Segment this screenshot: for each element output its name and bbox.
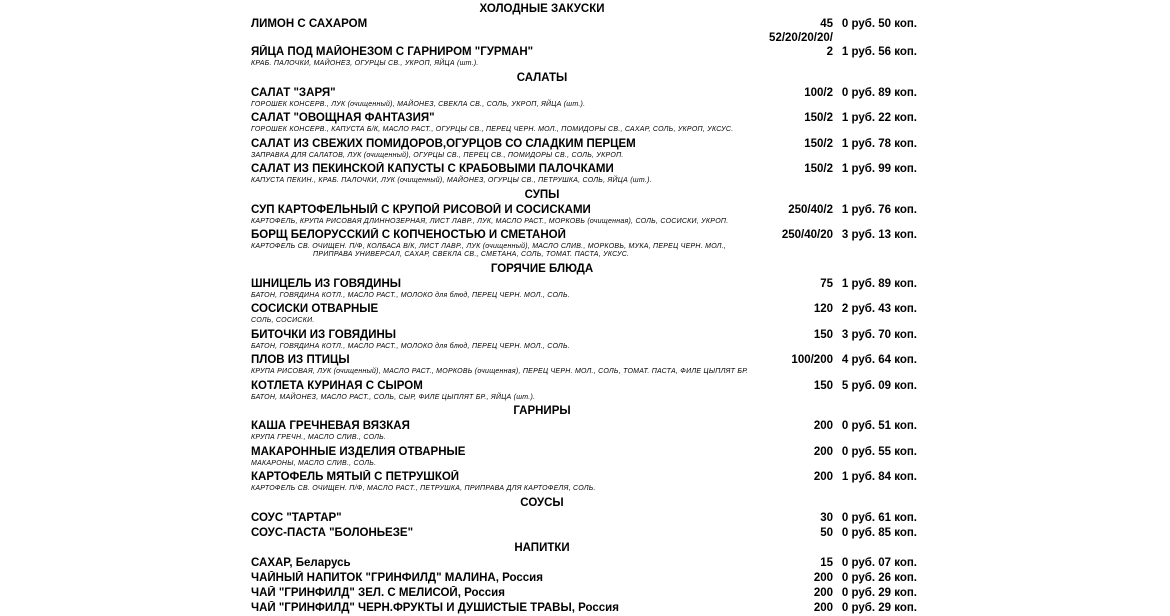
menu-item-row (251, 511, 917, 526)
item-portion: 150 (813, 379, 833, 392)
item-price: 2 руб. 43 коп. (841, 303, 917, 315)
item-portion: 100/200 (791, 354, 833, 366)
item-portion: 200 (813, 445, 833, 458)
section-title: ГАРНИРЫ (513, 405, 571, 417)
item-portion: 2 (826, 46, 833, 58)
section-title: САЛАТЫ (516, 71, 568, 84)
ingredients-line: ГОРОШЕК КОНСЕРВ., КАПУСТА Б/К, МАСЛО РАСТ., ОГУРЦЫ СВ., ПЕРЕЦ ЧЕРН. МОЛ., ПОМИДОРЫ СВ., САХАР, СОЛЬ, УКРОП, УКСУС. (251, 126, 734, 133)
item-ingredients (251, 292, 917, 300)
menu-item-row (251, 601, 917, 616)
item-ingredients (251, 434, 917, 442)
item-name: БОРЩ БЕЛОРУССКИЙ С КОПЧЕНОСТЬЮ И СМЕТАНОЙ (251, 229, 566, 241)
item-portion: 75 (820, 277, 833, 290)
menu-item-row (251, 526, 917, 541)
item-ingredients (251, 177, 917, 185)
ingredients-line: МАКАРОНЫ, МАСЛО СЛИВ., СОЛЬ. (251, 459, 377, 467)
section-title: СУПЫ (524, 188, 560, 201)
item-price: 5 руб. 09 коп. (841, 379, 917, 392)
menu-item-row (251, 86, 917, 101)
item-price: 1 руб. 89 коп. (841, 277, 917, 290)
item-portion: 30 (820, 511, 833, 524)
item-portion: 52/20/20/20/ (769, 32, 833, 44)
ingredients-line: КАПУСТА ПЕКИН., КРАБ. ПАЛОЧКИ, ЛУК (очищенный), МАЙОНЕЗ, ОГУРЦЫ СВ., ПЕТРУШКА, СОЛЬ, ЯЙЦА (шт.). (251, 177, 652, 184)
menu-item-row (251, 571, 917, 586)
item-price: 0 руб. 29 коп. (841, 586, 917, 599)
item-ingredients (251, 460, 917, 468)
item-name: МАКАРОННЫЕ ИЗДЕЛИЯ ОТВАРНЫЕ (251, 445, 466, 458)
item-price: 0 руб. 89 коп. (841, 86, 917, 99)
item-name: ЧАЙ "ГРИНФИЛД" ЧЕРН.ФРУКТЫ И ДУШИСТЫЕ ТРАВЫ, Россия (251, 601, 619, 614)
item-name: КАРТОФЕЛЬ МЯТЫЙ С ПЕТРУШКОЙ (251, 471, 460, 483)
menu-item-row (251, 137, 917, 152)
ingredients-line: ГОРОШЕК КОНСЕРВ., ЛУК (очищенный), МАЙОНЕЗ, СВЕКЛА СВ., СОЛЬ, УКРОП, ЯЙЦА (шт.). (251, 100, 586, 108)
item-portion: 45 (820, 18, 833, 30)
item-name: СОСИСКИ ОТВАРНЫЕ (251, 303, 379, 315)
item-name: КАША ГРЕЧНЕВАЯ ВЯЗКАЯ (251, 420, 410, 432)
menu-item-row (251, 162, 917, 177)
item-portion: 100/2 (804, 86, 833, 99)
item-name: СУП КАРТОФЕЛЬНЫЙ С КРУПОЙ РИСОВОЙ И СОСИСКАМИ (251, 203, 591, 216)
menu-item-row (251, 419, 917, 434)
ingredients-line: КАРТОФЕЛЬ СВ. ОЧИЩЕН. П/Ф, МАСЛО РАСТ., ПЕТРУШКА, ПРИПРАВА ДЛЯ КАРТОФЕЛЯ, СОЛЬ. (251, 485, 596, 492)
item-name: САЛАТ "ЗАРЯ" (251, 86, 336, 99)
menu-item-row (251, 203, 917, 218)
section-title: СОУСЫ (520, 496, 564, 509)
item-name: ШНИЦЕЛЬ ИЗ ГОВЯДИНЫ (251, 277, 402, 290)
item-price: 0 руб. 29 коп. (841, 601, 917, 614)
item-price: 1 руб. 22 коп. (841, 112, 917, 124)
item-price: 3 руб. 13 коп. (841, 229, 917, 241)
item-name: СОУС-ПАСТА "БОЛОНЬЕЗЕ" (251, 526, 414, 539)
item-price: 0 руб. 61 коп. (841, 511, 917, 524)
item-price: 1 руб. 78 коп. (841, 137, 917, 150)
item-price: 0 руб. 50 коп. (841, 18, 917, 30)
item-ingredients (251, 126, 917, 134)
item-portion: 150 (813, 328, 833, 341)
item-price: 0 руб. 26 коп. (841, 571, 917, 584)
ingredients-line: СОЛЬ, СОСИСКИ. (251, 317, 315, 324)
item-ingredients (251, 368, 917, 376)
item-portion: 200 (813, 571, 833, 584)
ingredients-line: КАРТОФЕЛЬ СВ. ОЧИЩЕН. П/Ф, КОЛБАСА В/К, ЛИСТ ЛАВР., ЛУК (очищенный), МАСЛО СЛИВ., МОРКОВЬ, МУКА, ПЕРЕЦ ЧЕРН. МОЛ., (251, 243, 727, 250)
item-price: 0 руб. 51 коп. (841, 420, 917, 432)
item-ingredients (251, 60, 917, 68)
item-name: ПЛОВ ИЗ ПТИЦЫ (251, 354, 350, 366)
ingredients-line: КРУПА РИСОВАЯ, ЛУК (очищенный), МАСЛО РАСТ., МОРКОВЬ (очищенная), ПЕРЕЦ ЧЕРН. МОЛ., СОЛЬ, ТОМАТ. ПАСТА, ФИЛЕ ЦЫПЛЯТ БР. (251, 368, 749, 375)
item-portion: 150/2 (804, 112, 833, 124)
menu (251, 2, 917, 616)
item-price: 0 руб. 07 коп. (841, 556, 917, 569)
item-portion: 250/40/20 (781, 229, 833, 241)
item-name: САЛАТ ИЗ СВЕЖИХ ПОМИДОРОВ,ОГУРЦОВ СО СЛАДКИМ ПЕРЦЕМ (251, 137, 636, 150)
item-portion: 200 (813, 601, 833, 614)
menu-item-row (251, 228, 917, 243)
item-portion: 120 (813, 303, 833, 315)
menu-item-row (251, 277, 917, 292)
item-ingredients (251, 485, 917, 493)
menu-item-row (251, 328, 917, 343)
menu-item-row (251, 445, 917, 460)
item-ingredients (251, 317, 917, 325)
item-name: САХАР, Беларусь (251, 556, 351, 569)
item-name: КОТЛЕТА КУРИНАЯ С СЫРОМ (251, 379, 423, 392)
item-ingredients (251, 218, 917, 226)
item-price: 3 руб. 70 коп. (841, 328, 917, 341)
menu-item-row (251, 556, 917, 571)
ingredients-line: БАТОН, МАЙОНЕЗ, МАСЛО РАСТ., СОЛЬ, СЫР, ФИЛЕ ЦЫПЛЯТ БР., ЯЙЦА (шт.). (251, 393, 536, 401)
item-price: 0 руб. 85 коп. (841, 526, 917, 539)
item-ingredients (251, 394, 917, 402)
item-ingredients (251, 101, 917, 109)
menu-item-row (251, 302, 917, 317)
section-title: НАПИТКИ (514, 541, 570, 554)
item-name: БИТОЧКИ ИЗ ГОВЯДИНЫ (251, 328, 397, 341)
item-name: ЯЙЦА ПОД МАЙОНЕЗОМ С ГАРНИРОМ "ГУРМАН" (251, 46, 534, 58)
menu-item-row (251, 17, 917, 32)
item-name (251, 32, 738, 45)
item-price: 1 руб. 56 коп. (841, 46, 917, 58)
item-ingredients (251, 343, 917, 351)
item-portion: 200 (813, 420, 833, 432)
item-price: 4 руб. 64 коп. (841, 354, 917, 366)
item-portion: 200 (813, 586, 833, 599)
item-portion: 200 (813, 471, 833, 483)
item-price: 1 руб. 84 коп. (841, 471, 917, 483)
item-price: 0 руб. 55 коп. (841, 445, 917, 458)
menu-item-row (251, 32, 917, 45)
ingredients-line: КРУПА ГРЕЧН., МАСЛО СЛИВ., СОЛЬ. (251, 434, 387, 441)
ingredients-line: ЗАПРАВКА ДЛЯ САЛАТОВ, ЛУК (очищенный), ОГУРЦЫ СВ., ПЕРЕЦ СВ., ПОМИДОРЫ СВ., СОЛЬ, УКРОП. (251, 151, 624, 159)
item-portion: 50 (820, 526, 833, 539)
item-portion: 150/2 (804, 163, 833, 175)
menu-item-row (251, 111, 917, 126)
item-ingredients (251, 152, 917, 160)
item-portion: 250/40/2 (788, 203, 833, 216)
menu-item-row (251, 45, 917, 60)
item-ingredients (251, 243, 917, 259)
item-name: ЧАЙНЫЙ НАПИТОК "ГРИНФИЛД" МАЛИНА, Россия (251, 571, 543, 584)
item-name: САЛАТ ИЗ ПЕКИНСКОЙ КАПУСТЫ С КРАБОВЫМИ ПАЛОЧКАМИ (251, 163, 614, 175)
ingredients-line: КРАБ. ПАЛОЧКИ, МАЙОНЕЗ, ОГУРЦЫ СВ., УКРОП, ЯЙЦА (шт.). (251, 60, 479, 67)
section-title: ХОЛОДНЫЕ ЗАКУСКИ (479, 3, 605, 15)
item-portion: 150/2 (804, 137, 833, 150)
menu-item-row (251, 470, 917, 485)
menu-item-row (251, 353, 917, 368)
item-price (833, 32, 917, 45)
ingredients-line: БАТОН, ГОВЯДИНА КОТЛ., МАСЛО РАСТ., МОЛОКО для блюд, ПЕРЕЦ ЧЕРН. МОЛ., СОЛЬ. (251, 342, 570, 350)
menu-item-row (251, 586, 917, 601)
ingredients-line: ПРИПРАВА УНИВЕРСАЛ, САХАР, СВЕКЛА СВ., СМЕТАНА, СОЛЬ, ТОМАТ. ПАСТА, УКСУС. (313, 251, 630, 258)
item-name: САЛАТ "ОВОЩНАЯ ФАНТАЗИЯ" (251, 112, 435, 124)
item-name: ЛИМОН С САХАРОМ (251, 18, 368, 30)
item-portion: 15 (820, 556, 833, 569)
item-name: ЧАЙ "ГРИНФИЛД" ЗЕЛ. С МЕЛИСОЙ, Россия (251, 586, 505, 599)
ingredients-line: КАРТОФЕЛЬ, КРУПА РИСОВАЯ ДЛИННОЗЕРНАЯ, ЛИСТ ЛАВР., ЛУК, МАСЛО РАСТ., МОРКОВЬ (очищенная), СОЛЬ, СОСИСКИ, УКРОП. (251, 217, 729, 225)
item-price: 1 руб. 99 коп. (841, 163, 917, 175)
item-name: СОУС "ТАРТАР" (251, 511, 342, 524)
menu-item-row (251, 379, 917, 394)
section-title: ГОРЯЧИЕ БЛЮДА (490, 262, 594, 275)
ingredients-line: БАТОН, ГОВЯДИНА КОТЛ., МАСЛО РАСТ., МОЛОКО для блюд, ПЕРЕЦ ЧЕРН. МОЛ., СОЛЬ. (251, 291, 570, 299)
item-price: 1 руб. 76 коп. (841, 203, 917, 216)
